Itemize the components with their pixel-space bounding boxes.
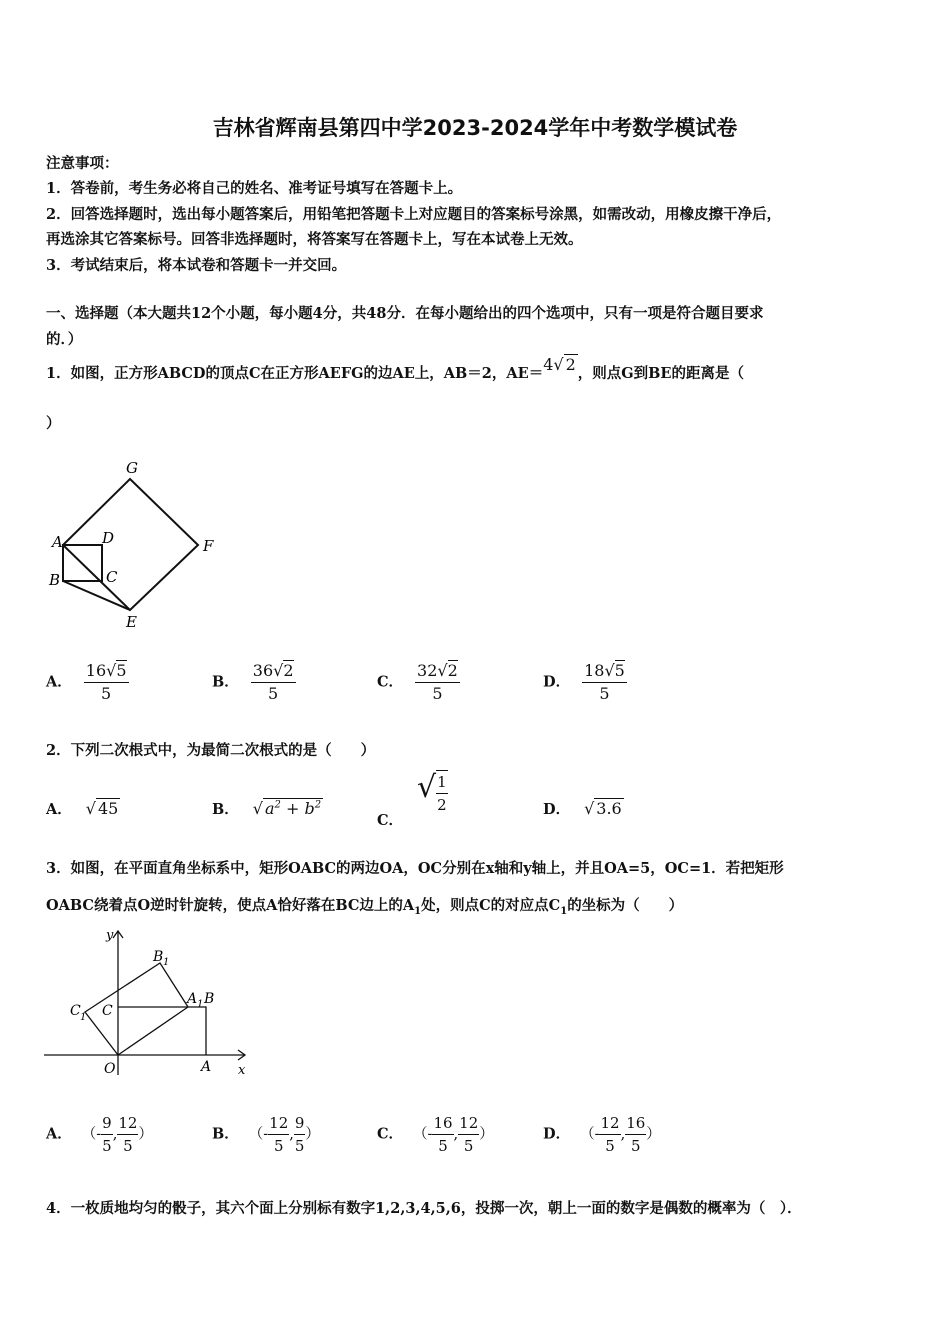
- q3-stem-line2: OABC绕着点O逆时针旋转，使点A恰好落在BC边上的$A_1$处，则点C的对应点$C_1$的坐标为（ ）: [46, 897, 684, 917]
- q3-option-b[interactable]: B． （- $\frac{12}{5}$ , $\frac{9}{5}$ ）: [212, 1114, 320, 1155]
- q1-option-b[interactable]: [212, 660, 296, 705]
- q1-option-d-value: $\frac{18√5}{5}$: [584, 661, 625, 703]
- q1-ae-coef: 4: [543, 355, 554, 374]
- q1-option-a-label: A．: [46, 673, 72, 691]
- q2-option-b[interactable]: [212, 798, 323, 819]
- q1-text-after: ，则点G到BE的距离是（: [577, 365, 744, 382]
- q1-figure: [40, 455, 230, 635]
- label-d: D: [102, 529, 115, 547]
- label-b1-sub: 1: [163, 957, 170, 968]
- q3-option-a-label: A．: [46, 1125, 72, 1143]
- label-y: y: [106, 928, 114, 943]
- q1-ae-radicand: 2: [565, 355, 576, 374]
- q1-option-c[interactable]: [377, 660, 460, 705]
- label-a: A: [201, 1059, 212, 1075]
- label-c1-sub: 1: [80, 1012, 87, 1023]
- q1-option-d[interactable]: [543, 660, 627, 705]
- q1-option-c-value: $\frac{32√2}{5}$: [417, 661, 458, 703]
- section-heading-line1: 一、选择题（本大题共12个小题，每小题4分，共48分．在每小题给出的四个选项中，只有一项是符合题目要求: [46, 305, 764, 322]
- notice-item-2-cont: 再选涂其它答案标号。回答非选择题时，将答案写在答题卡上，写在本试卷上无效。: [46, 231, 583, 248]
- q2-option-d[interactable]: [543, 798, 624, 819]
- q3-option-d-label: D．: [543, 1125, 571, 1143]
- notice-heading: 注意事项：: [46, 155, 119, 172]
- q2-option-b-label: B．: [212, 801, 239, 818]
- label-b: B: [204, 991, 215, 1007]
- notice-item-3: 3．考试结束后，将本试卷和答题卡一并交回。: [46, 257, 347, 274]
- q2-option-c-label: C．: [377, 812, 404, 829]
- label-a1: A: [187, 991, 198, 1007]
- q1-option-d-label: D．: [543, 673, 571, 691]
- q1-close-paren: ）: [46, 415, 61, 432]
- q2-option-a-label: A．: [46, 801, 72, 818]
- q4-stem: 4．一枚质地均匀的骰子，其六个面上分别标有数字1,2,3,4,5,6，投掷一次，朝上一面的数字是偶数的概率为（ ）．: [46, 1200, 802, 1217]
- q2-option-a-value: √ 45: [85, 799, 119, 818]
- label-c: C: [106, 568, 118, 586]
- q3-option-a[interactable]: A． （- $\frac{9}{5}$ , $\frac{12}{5}$ ）: [46, 1114, 153, 1155]
- label-f: F: [203, 537, 214, 555]
- rectangle-oabc: [118, 1007, 206, 1055]
- label-c: C: [102, 1003, 113, 1019]
- q1-option-b-value: $\frac{36√2}{5}$: [252, 661, 294, 703]
- segment-be: [63, 581, 130, 610]
- label-b: B: [49, 571, 61, 589]
- q1-stem: [46, 355, 744, 383]
- notice-item-1: 1．答卷前，考生务必将自己的姓名、准考证号填写在答题卡上。: [46, 180, 463, 197]
- q3-option-c[interactable]: C． （- $\frac{16}{5}$ , $\frac{12}{5}$ ）: [377, 1114, 494, 1155]
- q3-option-c-label: C．: [377, 1125, 404, 1143]
- q3-figure: [40, 925, 255, 1080]
- label-b1: B: [153, 949, 164, 965]
- page-title: 吉林省辉南县第四中学2023-2024学年中考数学模试卷: [212, 116, 738, 140]
- q2-option-a[interactable]: [46, 798, 120, 819]
- q1-option-c-label: C．: [377, 673, 404, 691]
- notice-item-2: 2．回答选择题时，选出每小题答案后，用铅笔把答题卡上对应题目的答案标号涂黑，如需改动，用橡皮擦干净后，: [46, 206, 782, 223]
- q1-option-a-value: $\frac{16√5}{5}$: [85, 661, 127, 703]
- q1-text-before: 1．如图，正方形ABCD的顶点C在正方形AEFG的边AE上，AB＝2，AE＝: [46, 365, 544, 382]
- label-x: x: [238, 1063, 246, 1078]
- q3-option-d[interactable]: D． （- $\frac{12}{5}$ , $\frac{16}{5}$ ）: [543, 1114, 661, 1155]
- q2-stem: 2．下列二次根式中，为最简二次根式的是（ ）: [46, 742, 376, 759]
- section-heading-line2: 的．）: [46, 331, 83, 348]
- label-a1-sub: 1: [197, 999, 204, 1010]
- q2-option-b-value: √ $a^2 + b^2$: [252, 799, 322, 818]
- label-o: O: [104, 1061, 116, 1077]
- q2-option-d-label: D．: [543, 801, 571, 818]
- rotated-rectangle: [85, 963, 188, 1055]
- label-c1: C: [70, 1003, 81, 1019]
- q1-option-b-label: B．: [212, 673, 239, 691]
- q3-stem-line1: 3．如图，在平面直角坐标系中，矩形OABC的两边OA，OC分别在x轴和y轴上，并且OA=5，OC=1．若把矩形: [46, 860, 784, 877]
- q1-option-a[interactable]: [46, 660, 129, 705]
- label-g: G: [126, 459, 138, 477]
- q2-option-d-value: √ 3.6: [584, 799, 622, 818]
- q3-option-b-label: B．: [212, 1125, 239, 1143]
- q2-option-c-value: $\frac{1}{2}$: [436, 770, 448, 816]
- label-e: E: [126, 613, 137, 631]
- label-a: A: [52, 533, 63, 551]
- q2-option-c-radical: √: [417, 770, 437, 805]
- q1-ae-value: 4√ 2: [543, 355, 576, 374]
- q2-option-c[interactable]: [377, 770, 448, 829]
